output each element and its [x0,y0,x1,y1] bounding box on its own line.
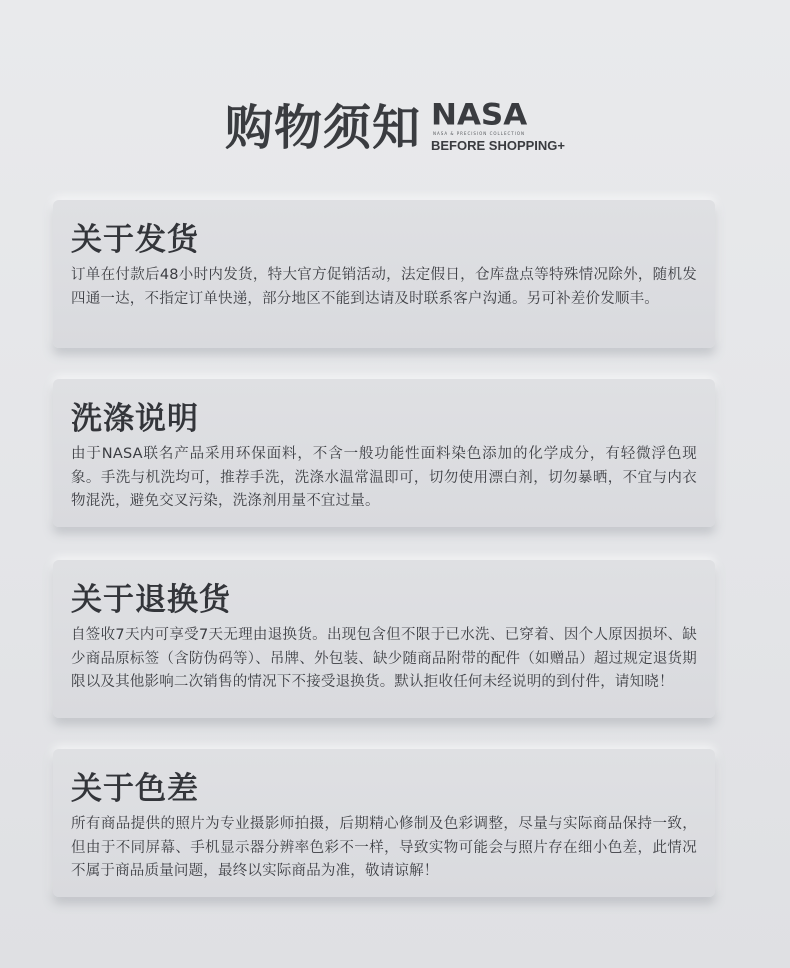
section-title: 关于退换货 [71,582,231,618]
section-body: 所有商品提供的照片为专业摄影师拍摄，后期精心修制及色彩调整，尽量与实际商品保持一致，但由于不同屏幕、手机显示器分辨率色彩不一样，导致实物可能会与照片存在细小色差，此情况不属于商品质量问题，最终以实际商品为准，敬请谅解！ [71,816,697,879]
section-body: 自签收7天内可享受7天无理由退换货。出现包含但不限于已水洗、已穿着、因个人原因损坏、缺少商品原标签（含防伪码等）、吊牌、外包装、缺少随商品附带的配件（如赠品）超过规定退货期限以及其他影响二次销售的情况下不接受退换货。默认拒收任何未经说明的到付件，请知晓！ [71,627,697,690]
section-color-difference [53,749,715,897]
brand-block [431,97,565,153]
section-title: 关于发货 [71,222,199,258]
section-shipping [53,200,715,348]
brand-tagline: NASA & PRECISION COLLECTION [433,130,526,136]
section-body: 订单在付款后48小时内发货，特大官方促销活动，法定假日，仓库盘点等特殊情况除外，随机发四通一达，不指定订单快递，部分地区不能到达请及时联系客户沟通。另可补差价发顺丰。 [71,267,697,307]
nasa-logo: NASA [431,97,528,132]
section-body: 由于NASA联名产品采用环保面料，不含一般功能性面料染色添加的化学成分，有轻微浮色现象。手洗与机洗均可，推荐手洗，洗涤水温常温即可，切勿使用漂白剂，切勿暴晒，不宜与内衣物混洗，避免交叉污染，洗涤剂用量不宜过量。 [71,446,697,509]
section-title: 洗涤说明 [71,401,199,437]
brand-subtitle: BEFORE SHOPPING+ [431,137,565,153]
page-header [0,88,790,158]
section-title: 关于色差 [71,771,199,807]
section-returns [53,560,715,718]
page-title: 购物须知 [224,99,421,156]
section-washing [53,379,715,527]
